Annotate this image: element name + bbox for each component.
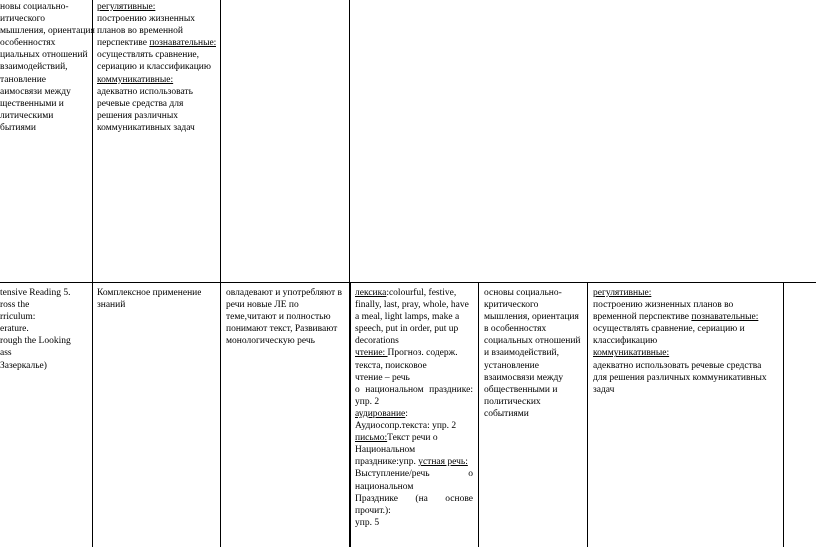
row2-col4-line: национальном [355,481,414,492]
row2-col4-line: : [405,408,408,419]
row2-col1-line: ass [0,348,12,359]
row2-col2-cell [97,287,201,311]
kommunikativnye-label: коммуникативные: [97,74,174,85]
row1-col1-line: особенностях [0,38,56,49]
row2-col4-line: Национальном [355,445,416,456]
poznavatelnye-label: познавательные: [149,38,217,49]
table-border [587,282,588,547]
word: празднике: [429,384,473,395]
row2-col5-line: взаимосвязи между [484,372,564,383]
row1-col2-line: коммуникативных задач [97,122,195,133]
table-border [478,282,479,547]
audirovanie-label: аудирование [355,408,406,419]
row2-col6-line: временной перспективе [593,312,692,323]
row2-col4-line: Текст речи о [387,433,438,444]
row2-col4-line: a meal, light lamps, make a [355,312,460,323]
row1-col2-line: планов во временной [97,26,183,37]
row2-col1-line: rriculum: [0,312,36,323]
row2-col3-line: теме,читают и полностью [226,312,331,323]
row2-col4-cell [355,287,473,529]
row2-col4-line: чтение – речь [355,372,410,383]
word: о [355,384,360,395]
table-border [220,0,221,547]
row2-col3-cell [226,287,342,347]
ustnaya-rech-label: устная речь: [418,457,468,468]
regulyativnye-label: регулятивные: [593,288,652,298]
row1-col2-cell [97,1,216,134]
row1-col1-cell [0,1,95,134]
row1-col1-line: итического [0,14,46,25]
row2-col4-line: упр. 5 [355,517,380,528]
row2-col5-cell [484,287,581,420]
row1-col1-line: новы социально- [0,2,69,12]
row2-col2-line: знаний [97,300,126,311]
row1-col2-line: осуществлять сравнение, [97,50,200,61]
row2-col4-line: празднике:упр. [355,457,419,468]
row2-col3-line: овладевают и употребляют в [226,288,343,298]
row1-col2-line: сериацию и классификацию [97,62,211,73]
row1-col1-line: взаимодействий, [0,62,68,73]
row2-col4-line: упр. 2 [355,396,380,407]
regulyativnye-label: регулятивные: [97,2,156,12]
row2-col4-line: decorations [355,336,399,347]
word: (на [415,493,428,504]
row2-col3-line: речи новые ЛЕ по [226,300,299,311]
row2-col5-line: мышления, ориентация [484,312,579,323]
row2-col6-line: построению жизненных планов во [593,300,734,311]
row2-col6-cell [593,287,767,396]
table-border [783,282,784,547]
row2-col1-line: rough the Looking [0,336,71,347]
row2-col5-line: основы социально- [484,288,562,298]
leksika-label: лексика [355,288,387,298]
row2-col3-line: понимают текст, Развивают [226,324,338,335]
row2-col5-line: общественными и [484,384,558,395]
poznavatelnye-label: познавательные: [691,312,759,323]
table-border [350,282,351,547]
row2-col5-line: социальных отношений [484,336,581,347]
row2-col5-line: политических [484,396,541,407]
row2-col4-justified-line [355,468,473,480]
kommunikativnye-label: коммуникативные: [593,348,670,359]
row2-col6-line: осуществлять сравнение, сериацию и [593,324,745,335]
row1-col1-line: бытиями [0,122,36,133]
row2-col5-line: и взаимодействий, [484,348,560,359]
row2-col5-line: установление [484,360,539,371]
row1-col1-line: мышления, ориентация [0,26,95,37]
word: Празднике [355,493,399,504]
row2-col2-line: Комплексное применение [97,288,202,298]
row1-col1-line: литическими [0,110,54,121]
row2-col5-line: в особенностях [484,324,547,335]
row1-col1-line: тановление [0,74,47,85]
row2-col1-line: erature. [0,324,29,335]
row2-col4-line: прочит.): [355,505,391,516]
row2-col1-line: Зазеркалье) [0,360,47,371]
row2-col4-line: speech, put in order, put up [355,324,459,335]
row2-col4-line: текста, поисковое [355,360,427,371]
row1-col2-line: решения различных [97,110,178,121]
row1-col2-line: речевые средства для [97,98,184,109]
row2-col3-line: монологическую речь [226,336,315,347]
word: национальном [365,384,424,395]
row2-col6-line: классификацию [593,336,658,347]
row2-col4-line: finally, last, pray, whole, have [355,300,469,311]
word: основе [445,493,473,504]
row2-col6-line: для решения различных коммуникативных [593,372,767,383]
row1-col2-line: адекватно использовать [97,86,193,97]
word: о [468,469,473,480]
row1-col1-line: аимосвязи между [0,86,71,97]
row1-col2-line: построению жизненных [97,14,196,25]
chtenie-label: чтение: [355,348,388,359]
row2-col1-line: tensive Reading 5. [0,288,71,298]
row1-col2-line: перспективе [97,38,150,49]
row1-col1-line: щественными и [0,98,64,109]
word: Выступление/речь [355,469,430,480]
pismo-label: письмо: [355,433,388,444]
row2-col5-line: критического [484,300,539,311]
row2-col5-line: событиями [484,408,529,419]
row2-col1-cell [0,287,71,372]
row2-col6-line: адекватно использовать речевые средства [593,360,762,371]
row2-col4-line: Прогноз. содерж. [387,348,458,359]
row2-col4-line: Аудиосопр.текста: упр. 2 [355,421,457,432]
row2-col6-line: задач [593,384,615,395]
row2-col1-line: ross the [0,300,30,311]
row1-col1-line: циальных отношений [0,50,88,61]
row2-col4-justified-line [355,384,473,396]
table-border [0,282,816,283]
row2-col4-line: :colourful, festive, [386,288,457,298]
row2-col4-justified-line [355,493,473,505]
